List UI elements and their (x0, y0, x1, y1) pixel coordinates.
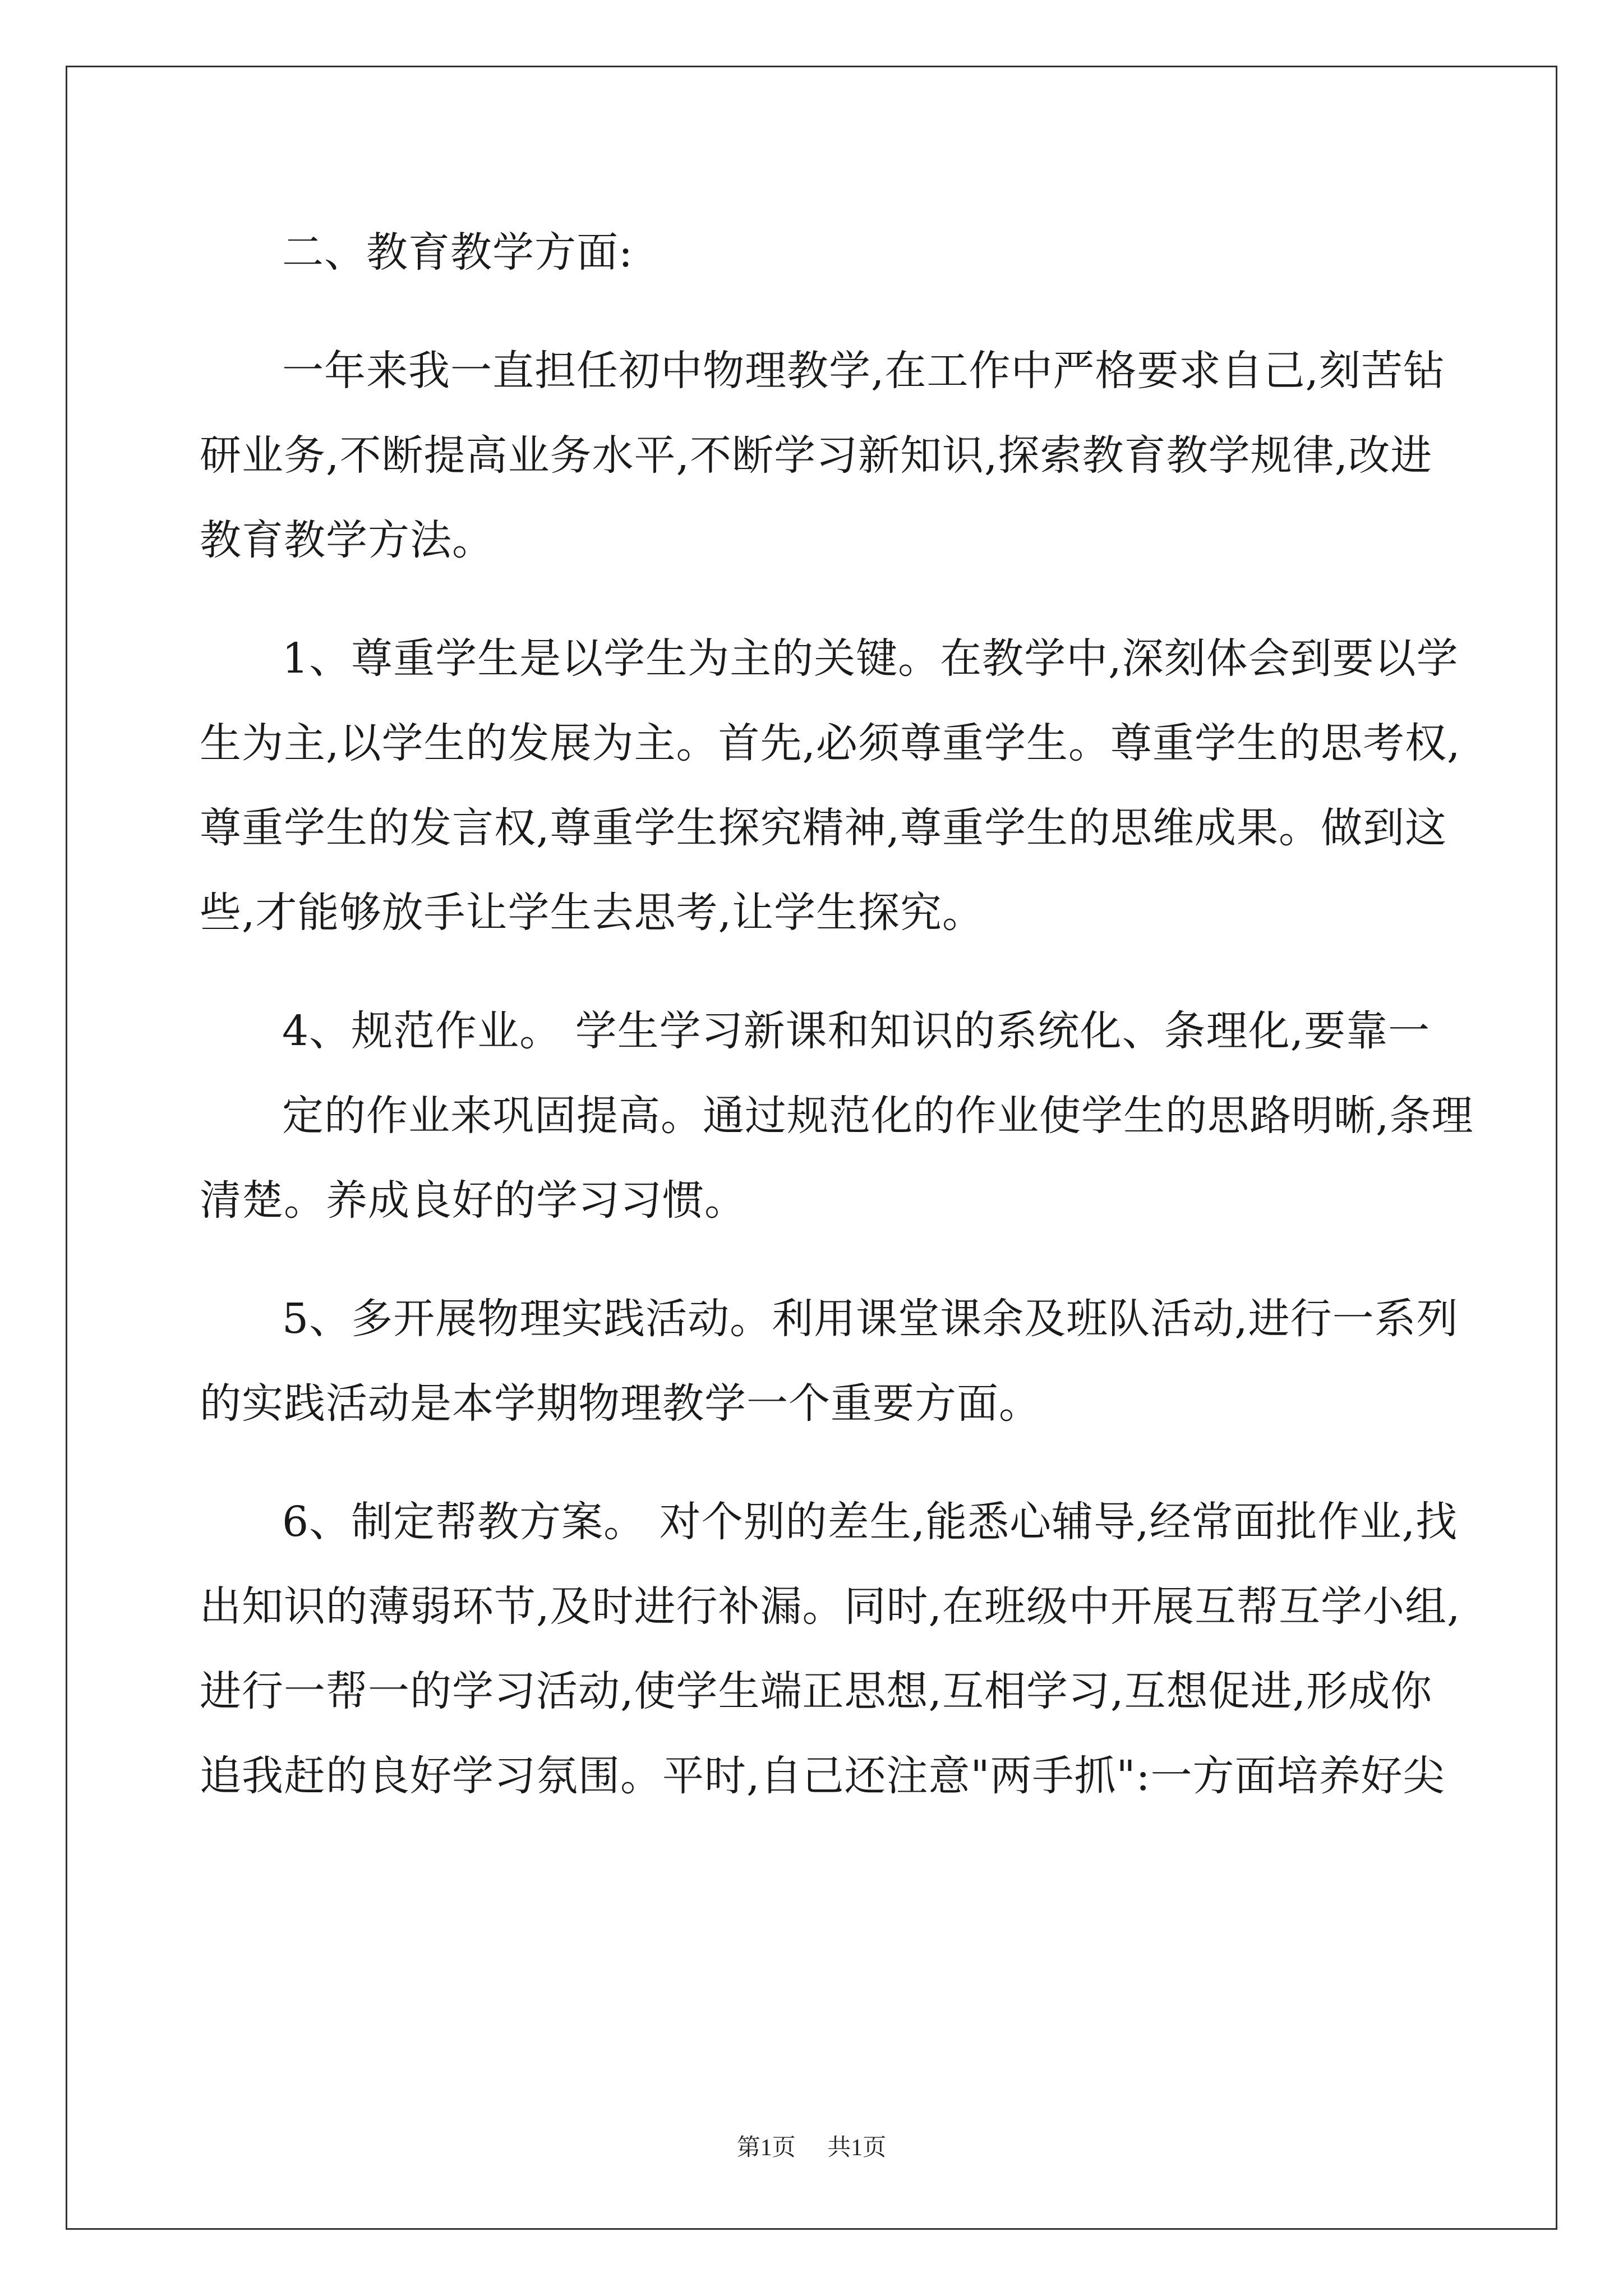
text-line: 尊重学生的发言权,尊重学生探究精神,尊重学生的思维成果。做到这 (200, 804, 1447, 852)
paragraph (200, 989, 1474, 1243)
paragraph (200, 616, 1461, 955)
text-line: 出知识的薄弱环节,及时进行补漏。同时,在班级中开展互帮互学小组, (200, 1582, 1461, 1631)
text-line: 生为主,以学生的发展为主。首先,必须尊重学生。尊重学生的思考权, (200, 719, 1461, 767)
text-line: 追我赶的良好学习氛围。平时,自己还注意"两手抓":一方面培养好尖 (200, 1752, 1445, 1800)
paragraph (200, 1480, 1461, 1819)
text-line: 二、教育教学方面: (282, 228, 633, 277)
document-body (200, 210, 1474, 1819)
paragraph (200, 329, 1446, 583)
text-line: 5、多开展物理实践活动。利用课堂课余及班队活动,进行一系列 (282, 1295, 1459, 1343)
text-line: 一年来我一直担任初中物理教学,在工作中严格要求自己,刻苦钻 (282, 347, 1446, 395)
text-line: 的实践活动是本学期物理教学一个重要方面。 (200, 1379, 1041, 1428)
page-number: 第1页 (736, 2135, 796, 2161)
text-line: 研业务,不断提高业务水平,不断学习新知识,探索教育教学规律,改进 (200, 431, 1433, 480)
text-line: 进行一帮一的学习活动,使学生端正思想,互相学习,互想促进,形成你 (200, 1667, 1433, 1715)
paragraph (200, 1277, 1459, 1446)
text-line: 些,才能够放手让学生去思考,让学生探究。 (200, 889, 985, 937)
text-line: 1、尊重学生是以学生为主的关键。在教学中,深刻体会到要以学 (282, 634, 1459, 683)
paragraph-heading (200, 210, 1429, 295)
text-line: 教育教学方法。 (200, 516, 494, 564)
text-line: 定的作业来巩固提高。通过规范化的作业使学生的思路明晰,条理 (282, 1092, 1474, 1140)
page-total: 共1页 (827, 2135, 887, 2161)
page-footer (0, 2129, 1623, 2162)
text-line: 清楚。养成良好的学习习惯。 (200, 1176, 746, 1225)
text-line: 4、规范作业。 学生学习新课和知识的系统化、条理化,要靠一 (282, 1007, 1431, 1055)
text-line: 6、制定帮教方案。 对个别的差生,能悉心辅导,经常面批作业,找 (282, 1498, 1458, 1546)
